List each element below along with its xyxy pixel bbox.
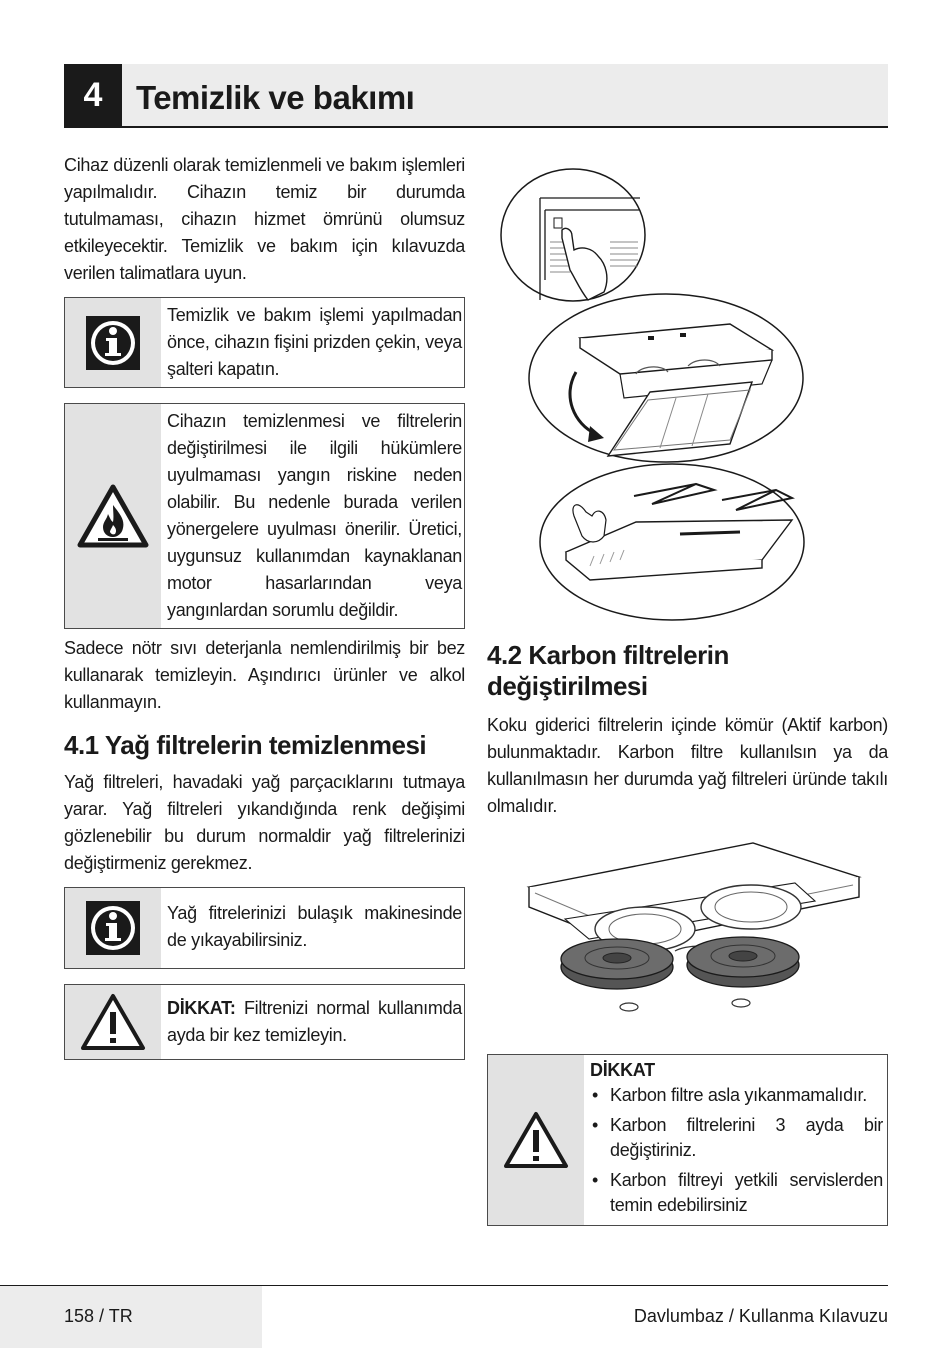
detergent-paragraph: Sadece nötr sıvı deterjanla nemlendirilmiş bir bez kullanarak temizleyin. Aşındırıcı ürünler ve alkol kullanmayın. — [64, 638, 465, 712]
carbon-caution-content — [584, 1055, 887, 1225]
warning-icon — [502, 1110, 570, 1170]
dishwasher-note-text: Yağ fitrelerinizi bulaşık makinesinde de yıkayabilirsiniz. — [167, 903, 462, 950]
section-42-text: Koku giderici filtrelerin içinde kömür (Aktif karbon) bulunmaktadır. Karbon filtre kullanılsın ya da kullanılmasın her durumda yağ filtreleri üründe takılı olmalıdır. — [487, 715, 888, 816]
chapter-header — [64, 64, 888, 128]
carbon-filter-illustration — [525, 835, 865, 1015]
dishwasher-note — [64, 887, 465, 969]
warning-icon — [79, 992, 147, 1052]
chapter-title: Temizlik ve bakımı — [136, 79, 415, 116]
section-42-heading: 4.2 Karbon filtrelerin değiştirilmesi — [487, 640, 729, 701]
step1-circle — [501, 169, 645, 301]
left-column — [64, 152, 465, 1060]
fire-hazard-icon — [76, 483, 150, 549]
caution-label: DİKKAT: — [167, 998, 236, 1018]
carbon-caution-title: DİKKAT — [590, 1060, 655, 1080]
carbon-caution-note — [487, 1054, 888, 1226]
fire-hazard-note-text: Cihazın temizlenmesi ve filtrelerin değiştirilmesi ile ilgili hükümlere uyulmaması yangın riskine neden olabilir. Bu nedenle burada verilen yönergelere uyulması önerilir. Üretici, uygunsuz kullanımdan kaynaklanan motor hasarlarından veya yangınlardan sorumlu değildir. — [167, 411, 462, 620]
monthly-caution-text — [161, 985, 464, 1059]
chapter-number: 4 — [64, 64, 122, 126]
info-icon-cell — [65, 298, 161, 387]
fire-hazard-note — [64, 403, 465, 629]
info-icon — [84, 314, 142, 372]
warning-icon-cell — [65, 985, 161, 1059]
intro-paragraph: Cihaz düzenli olarak temizlenmeli ve bakım işlemleri yapılmalıdır. Cihazın temiz bir durumda tutulmaması, cihazın hizmet ömrünü olumsuz etkileyecektir. Temizlik ve bakım için kılavuzda verilen talimatlara uyun. — [64, 155, 465, 283]
list-item: • Karbon filtre asla yıkanmamalıdır. — [590, 1083, 883, 1108]
info-icon-cell-2 — [65, 888, 161, 968]
footer-page-number: 158 / TR — [64, 1306, 133, 1326]
list-item: • Karbon filtreyi yetkili servislerden temin edebilirsiniz — [590, 1168, 883, 1218]
unplug-note-text: Temizlik ve bakım işlemi yapılmadan önce, cihazın fişini prizden çekin, veya şalteri kapatın. — [167, 305, 462, 379]
unplug-note — [64, 297, 465, 388]
caution-body: Filtrenizi normal kullanımda ayda bir kez temizleyin. — [167, 998, 462, 1045]
section-41-heading: 4.1 Yağ filtrelerin temizlenmesi — [64, 730, 427, 760]
warning-icon-cell-2 — [488, 1055, 584, 1225]
monthly-caution-note — [64, 984, 465, 1060]
carbon-caution-list — [590, 1083, 883, 1218]
filter-removal-illustration — [500, 160, 806, 622]
footer-document-title: Davlumbaz / Kullanma Kılavuzu — [633, 1306, 888, 1326]
fire-icon-cell — [65, 404, 161, 628]
right-column — [487, 640, 888, 820]
section-41-text: Yağ filtreleri, havadaki yağ parçacıklarını tutmaya yarar. Yağ filtreleri yıkandığında renk değişimi gözlenebilir bu durum normaldir yağ filtrelerinizi değiştirmeniz gerekmez. — [64, 772, 465, 873]
list-item: • Karbon filtrelerini 3 ayda bir değiştiriniz. — [590, 1113, 883, 1163]
info-icon — [84, 899, 142, 957]
